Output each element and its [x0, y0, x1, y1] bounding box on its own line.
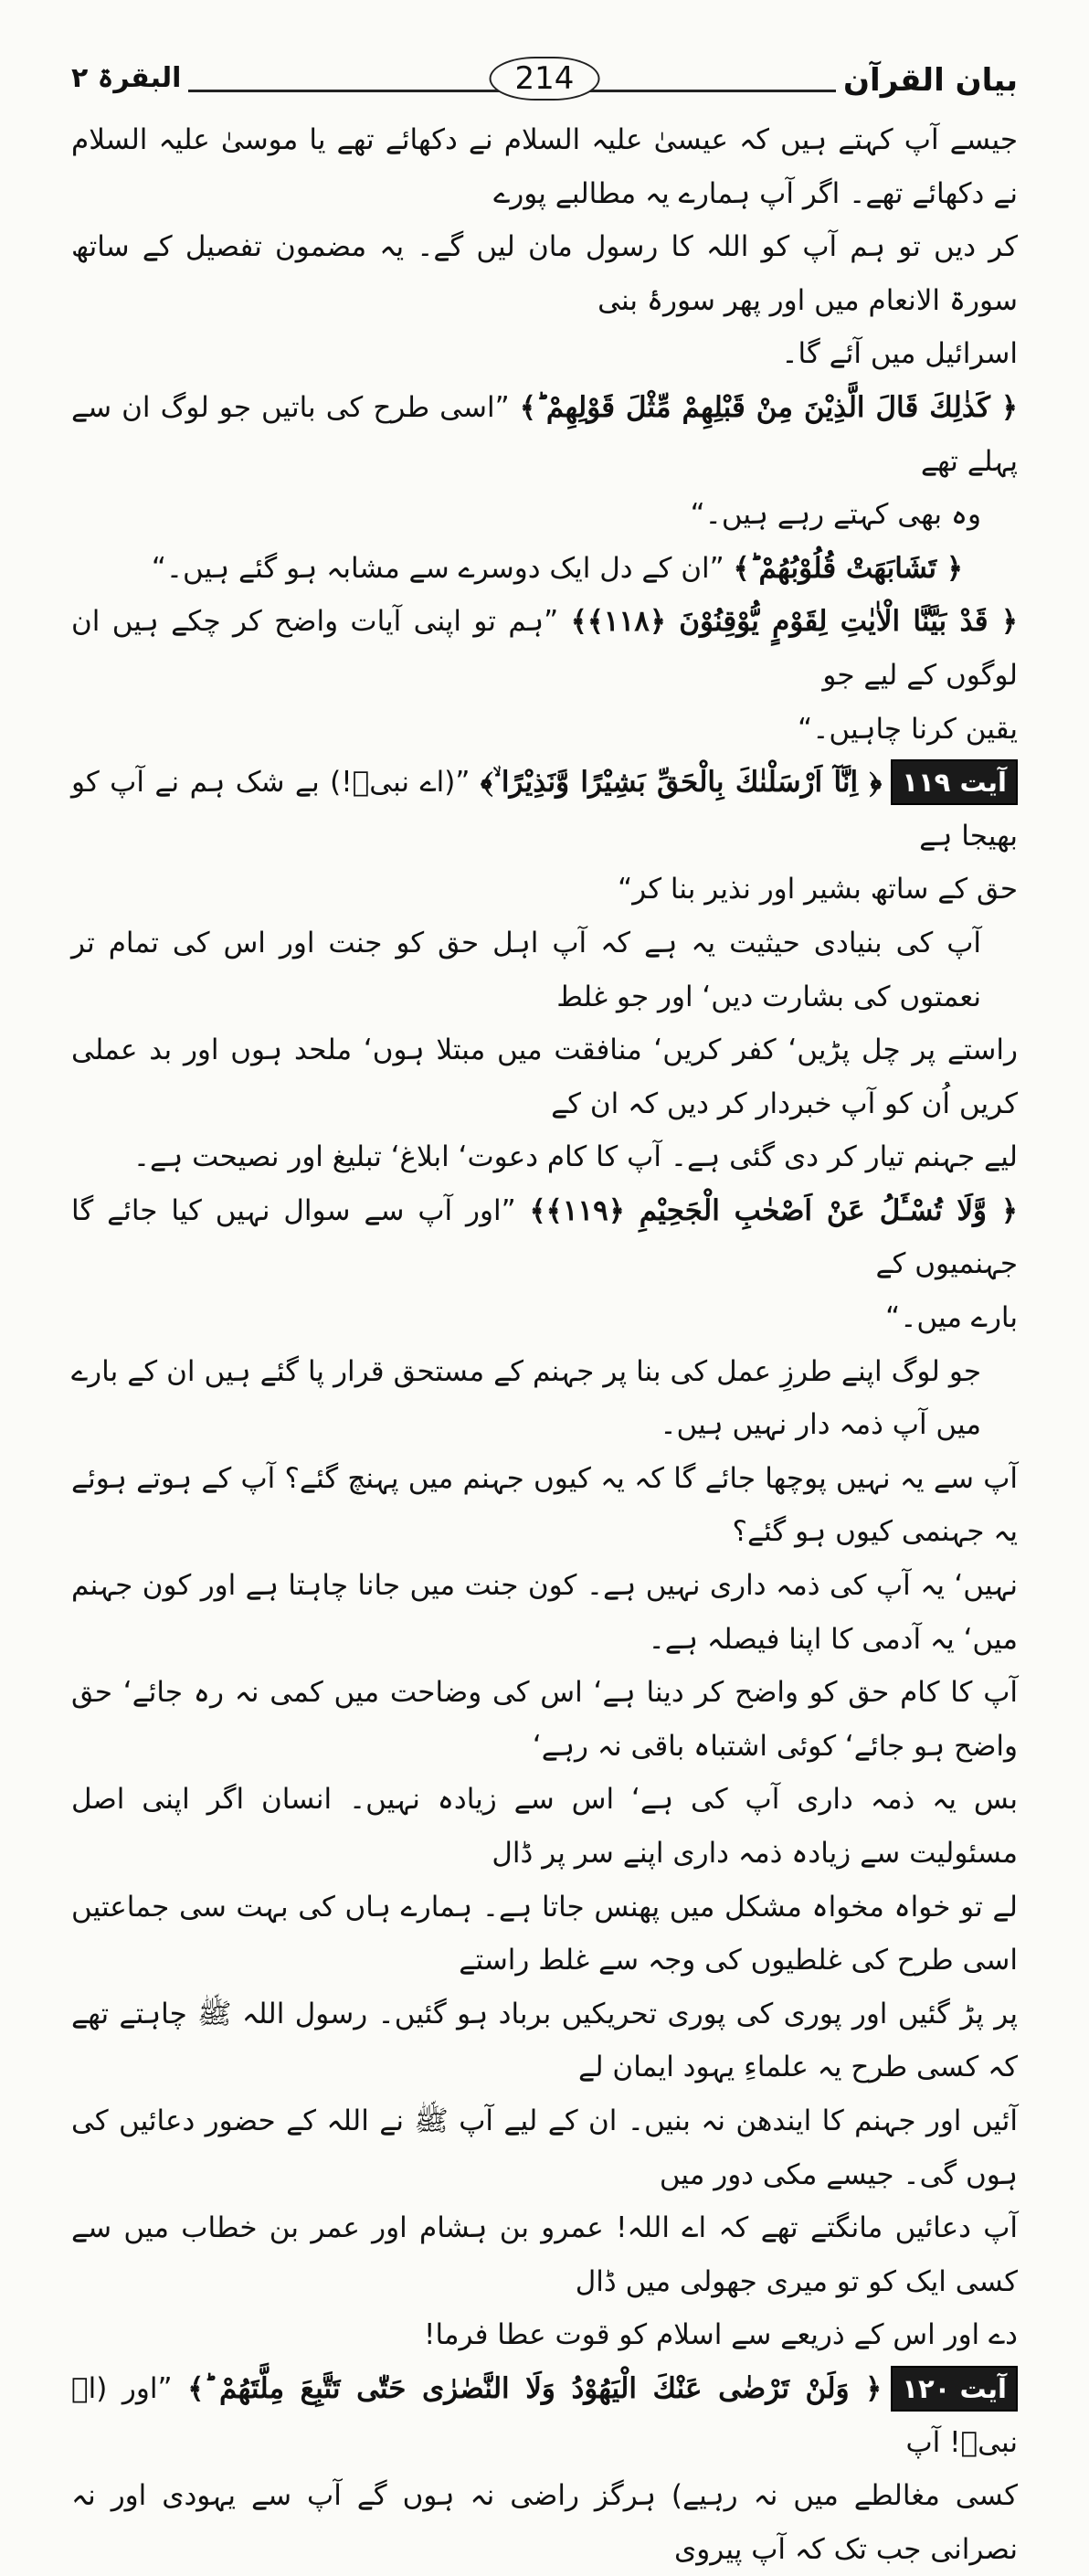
urdu-text: جیسے آپ کہتے ہیں کہ عیسیٰ علیہ السلام نے دکھائے تھے یا موسیٰ علیہ السلام نے دکھائے تھے۔ اگر آپ ہمارے یہ مطالبے پورے [71, 123, 1018, 210]
urdu-text: ”ان کے دل ایک دوسرے سے مشابہ ہو گئے ہیں۔“ [151, 551, 734, 585]
text-line [71, 1559, 1018, 1666]
urdu-text: پر پڑ گئیں اور پوری کی پوری تحریکیں برباد ہو گئیں۔ رسول اللہ ﷺ چاہتے تھے کہ کسی طرح یہ علماءِ یہود ایمان لے [71, 1997, 1018, 2084]
text-line [71, 542, 1018, 596]
urdu-text: ”اور آپ سے سوال نہیں کیا جائے گا جہنمیوں کے [71, 1193, 1018, 1281]
urdu-text: آپ کا کام حق کو واضح کر دینا ہے‘ اس کی وضاحت میں کمی نہ رہ جائے‘ حق واضح ہو جائے‘ کوئی اشتباہ باقی نہ رہے‘ [71, 1676, 1018, 1763]
text-line [71, 2308, 1018, 2362]
quran-verse: ﴿ وَّلَا تُسْـَٔلُ عَنْ اَصْحٰبِ الْجَحِيْمِ ﴿۱۱۹﴾﴾ [529, 1193, 1018, 1227]
urdu-text: ”ہم تو اپنی آیات واضح کر چکے ہیں ان لوگوں کے لیے جو [71, 605, 1018, 692]
text-line [71, 1130, 1018, 1184]
urdu-text: ”اور (اے نبیؐ! آپ [71, 2371, 1018, 2459]
text-line [71, 2094, 1018, 2201]
urdu-text: آپ کی بنیادی حیثیت یہ ہے کہ آپ اہل حق کو جنت اور اس کی تمام تر نعمتوں کی بشارت دیں‘ اور جو غلط [71, 926, 981, 1013]
text-line [71, 113, 1018, 220]
text-line [71, 220, 1018, 327]
text-line [71, 1452, 1018, 1559]
text-line [71, 381, 1018, 488]
text-line [71, 756, 1018, 863]
urdu-text: یقین کرنا چاہیں۔“ [798, 712, 1018, 746]
text-line [71, 488, 1018, 542]
urdu-text: بس یہ ذمہ داری آپ کی ہے‘ اس سے زیادہ نہیں۔ انسان اگر اپنی اصل مسئولیت سے زیادہ ذمہ داری اپنے سر پر ڈال [71, 1783, 1018, 1870]
quran-verse: ﴿ اِنَّآ اَرْسَلْنٰكَ بِالْحَقِّ بَشِيْرًا وَّنَذِيْرًا ۙ﴾ [480, 766, 883, 800]
ayah-label: آیت ۱۱۹ [891, 759, 1018, 805]
text-line [71, 1666, 1018, 1773]
text-line [71, 595, 1018, 702]
quran-verse: ﴿ وَلَنْ تَرْضٰى عَنْكَ الْيَهُوْدُ وَلَا النَّصٰرٰى حَتّٰى تَتَّبِعَ مِلَّتَهُمْ ؕ﴾ [187, 2371, 883, 2405]
running-header [71, 55, 1018, 108]
urdu-text: دے اور اس کے ذریعے سے اسلام کو قوت عطا فرما! [424, 2318, 1018, 2352]
urdu-text: لیے جہنم تیار کر دی گئی ہے۔ آپ کا کام دعوت‘ ابلاغ‘ تبلیغ اور نصیحت ہے۔ [132, 1140, 1018, 1174]
text-line [71, 1988, 1018, 2094]
ayah-label: آیت ۱۲۰ [891, 2366, 1018, 2412]
text-line [71, 1184, 1018, 1291]
urdu-text: ”اسی طرح کی باتیں جو لوگ ان سے پہلے تھے [71, 390, 1018, 478]
urdu-text: اسرائیل میں آئے گا۔ [781, 337, 1018, 371]
urdu-text: آپ سے یہ نہیں پوچھا جائے گا کہ یہ کیوں جہنم میں پہنچ گئے؟ آپ کے ہوتے ہوئے یہ جہنمی کیوں ہو گئے؟ [71, 1461, 1018, 1549]
text-line [71, 2201, 1018, 2308]
quran-verse: ﴿ تَشَابَهَتْ قُلُوْبُهُمْ ؕ﴾ [733, 551, 963, 585]
surah-name: البقرۃ ۲ [71, 62, 188, 94]
text-line [71, 1291, 1018, 1345]
urdu-text: حق کے ساتھ بشیر اور نذیر بنا کر“ [618, 873, 1018, 906]
urdu-text: لے تو خواہ مخواہ مشکل میں پھنس جاتا ہے۔ ہمارے ہاں کی بہت سی جماعتیں اسی طرح کی غلطیوں کی وجہ سے غلط راستے [71, 1890, 1018, 1977]
text-line [71, 703, 1018, 757]
urdu-text: بارے میں۔“ [885, 1301, 1018, 1335]
book-title: بیان القرآن [836, 62, 1018, 99]
urdu-text: نہیں‘ یہ آپ کی ذمہ داری نہیں ہے۔ کون جنت میں جانا چاہتا ہے اور کون جہنم میں‘ یہ آدمی کا اپنا فیصلہ ہے۔ [71, 1569, 1018, 1656]
text-line [71, 1773, 1018, 1880]
urdu-text: وہ بھی کہتے رہے ہیں۔“ [690, 498, 981, 532]
urdu-text: ”(اے نبیؐ!) بے شک ہم نے آپ کو بھیجا ہے [71, 766, 1018, 853]
page-number: 214 [490, 57, 600, 101]
urdu-text: راستے پر چل پڑیں‘ کفر کریں‘ منافقت میں مبتلا ہوں‘ ملحد ہوں اور بد عملی کریں اُن کو آپ خبردار کر دیں کہ ان کے [71, 1034, 1018, 1120]
text-line [71, 1023, 1018, 1130]
urdu-text: آئیں اور جہنم کا ایندھن نہ بنیں۔ ان کے لیے آپ ﷺ نے اللہ کے حضور دعائیں کی ہوں گی۔ جیسے مکی دور میں [71, 2104, 1018, 2191]
text-line [71, 863, 1018, 917]
text-line [71, 1345, 1018, 1452]
text-line [71, 917, 1018, 1023]
quran-verse: ﴿ قَدْ بَيَّنَّا الْاٰيٰتِ لِقَوْمٍ يُّوْقِنُوْنَ ﴿۱۱۸﴾﴾ [570, 605, 1018, 639]
page-body [71, 113, 1018, 2576]
text-line [71, 327, 1018, 381]
quran-verse: ﴿ كَذٰلِكَ قَالَ الَّذِيْنَ مِنْ قَبْلِهِمْ مِّثْلَ قَوْلِهِمْ ؕ﴾ [519, 390, 1018, 424]
urdu-text: کسی مغالطے میں نہ رہیے) ہرگز راضی نہ ہوں گے آپ سے یہودی اور نہ نصرانی جب تک کہ آپ پیروی [71, 2479, 1018, 2566]
text-line [71, 2362, 1018, 2469]
text-line [71, 1881, 1018, 1988]
urdu-text: آپ دعائیں مانگتے تھے کہ اے اللہ! عمرو بن ہشام اور عمر بن خطاب میں سے کسی ایک کو تو میری جھولی میں ڈال [71, 2211, 1018, 2298]
urdu-text: جو لوگ اپنے طرزِ عمل کی بنا پر جہنم کے مستحق قرار پا گئے ہیں ان کے بارے میں آپ ذمہ دار نہیں ہیں۔ [71, 1354, 981, 1442]
urdu-text: کر دیں تو ہم آپ کو اللہ کا رسول مان لیں گے۔ یہ مضمون تفصیل کے ساتھ سورۃ الانعام میں اور پھر سورۂ بنی [71, 230, 1018, 317]
text-line [71, 2469, 1018, 2576]
